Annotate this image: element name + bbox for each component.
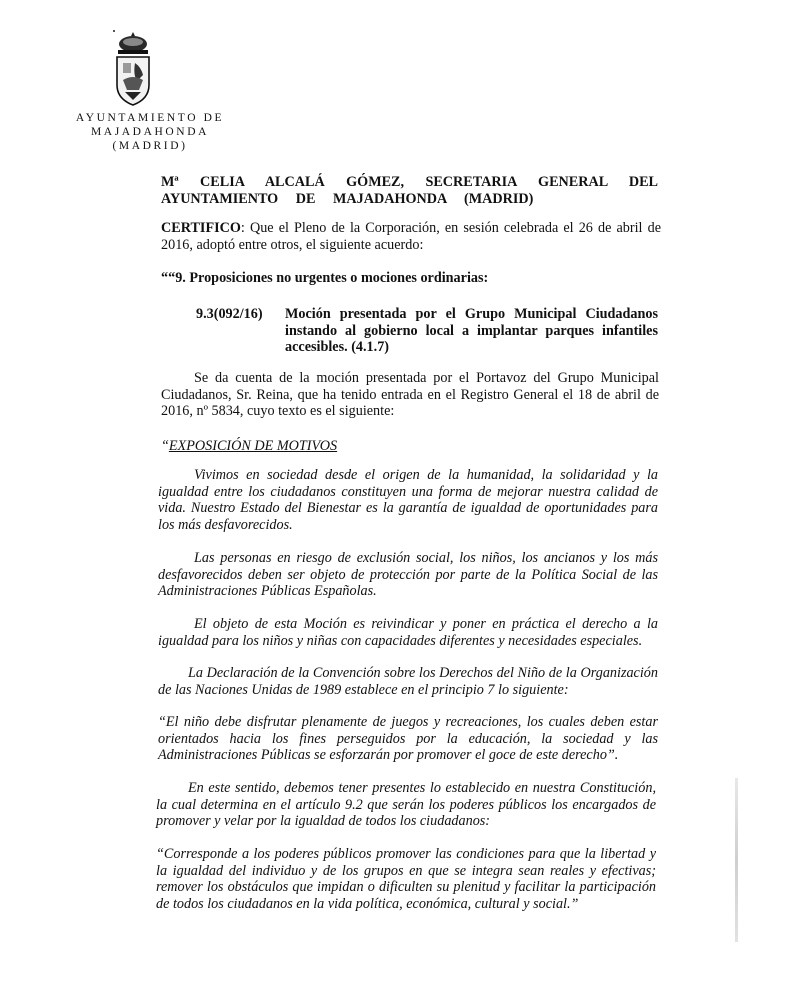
paragraph-5: En este sentido, debemos tener presentes lo establecido en nuestra Constitución, la cual determina en el artículo 9.2 que serán los poderes públicos los encargados de promover y velar por la igualdad de todos los ciudadanos: [156, 780, 656, 830]
certifico-text: : Que el Pleno de la Corporación, en sesión celebrada el 26 de abril de 2016, adoptó entre otros, el siguiente acuerdo: [161, 220, 661, 253]
intro-paragraph: Se da cuenta de la moción presentada por el Portavoz del Grupo Municipal Ciudadanos, Sr. Reina, que ha tenido entrada en el Registro General el 18 de abril de 2016, nº 5834, cuyo texto es el siguiente: [161, 370, 659, 420]
municipal-coat-of-arms [111, 30, 155, 110]
letterhead-line-3: (MADRID) [112, 140, 188, 152]
quote-paragraph-1: “El niño debe disfrutar plenamente de juegos y recreaciones, los cuales deben estar orientados hacia los fines perseguidos por la educación, la sociedad y las Administraciones Públicas se esforzarán por promover el goce de este derecho”. [158, 714, 658, 764]
letterhead-line-1: AYUNTAMIENTO DE [75, 112, 225, 124]
exposicion-heading [161, 438, 461, 455]
motion-title: Moción presentada por el Grupo Municipal Ciudadanos instando al gobierno local a implantar parques infantiles accesibles. (4.1.7) [285, 306, 658, 356]
opening-quote: “ [161, 438, 169, 454]
letterhead [60, 111, 240, 153]
paragraph-2: Las personas en riesgo de exclusión social, los niños, los ancianos y los más desfavorecidos deben ser objeto de protección por parte de la Política Social de las Administraciones Públicas Españolas. [158, 550, 658, 600]
paragraph-3: El objeto de esta Moción es reivindicar y poner en práctica el derecho a la igualdad para los niños y niñas con capacidades diferentes y necesidades especiales. [158, 616, 658, 649]
quote-paragraph-2: “Corresponde a los poderes públicos promover las condiciones para que la libertad y la igualdad del individuo y de los grupos en que se integra sean reales y efectivas; remover los obstáculos que impidan o dificulten su plenitud y facilitar la participación de todos los ciudadanos en la vida política, económica, cultural y social.” [156, 846, 656, 912]
paragraph-4: La Declaración de la Convención sobre los Derechos del Niño de la Organización de las Naciones Unidas de 1989 establece en el principio 7 lo siguiente: [158, 665, 658, 698]
scan-edge-shadow [735, 778, 738, 942]
certifico-label: CERTIFICO [161, 220, 241, 236]
section-heading: ““9. Proposiciones no urgentes o mociones ordinarias: [161, 270, 489, 286]
document-title: Mª CELIA ALCALÁ GÓMEZ, SECRETARIA GENERAL DEL AYUNTAMIENTO DE MAJADAHONDA (MADRID) [161, 174, 658, 207]
certifico-paragraph [161, 220, 661, 253]
exposicion-title: EXPOSICIÓN DE MOTIVOS [168, 438, 338, 454]
paragraph-1: Vivimos en sociedad desde el origen de la humanidad, la solidaridad y la igualdad entre los ciudadanos constituyen una forma de mejorar nuestra calidad de vida. Nuestro Estado del Bienestar es la garantía de igualdad de oportunidades para los más desfavorecidos. [158, 467, 658, 533]
motion-number: 9.3(092/16) [196, 306, 263, 322]
letterhead-line-2: MAJADAHONDA [90, 126, 210, 138]
